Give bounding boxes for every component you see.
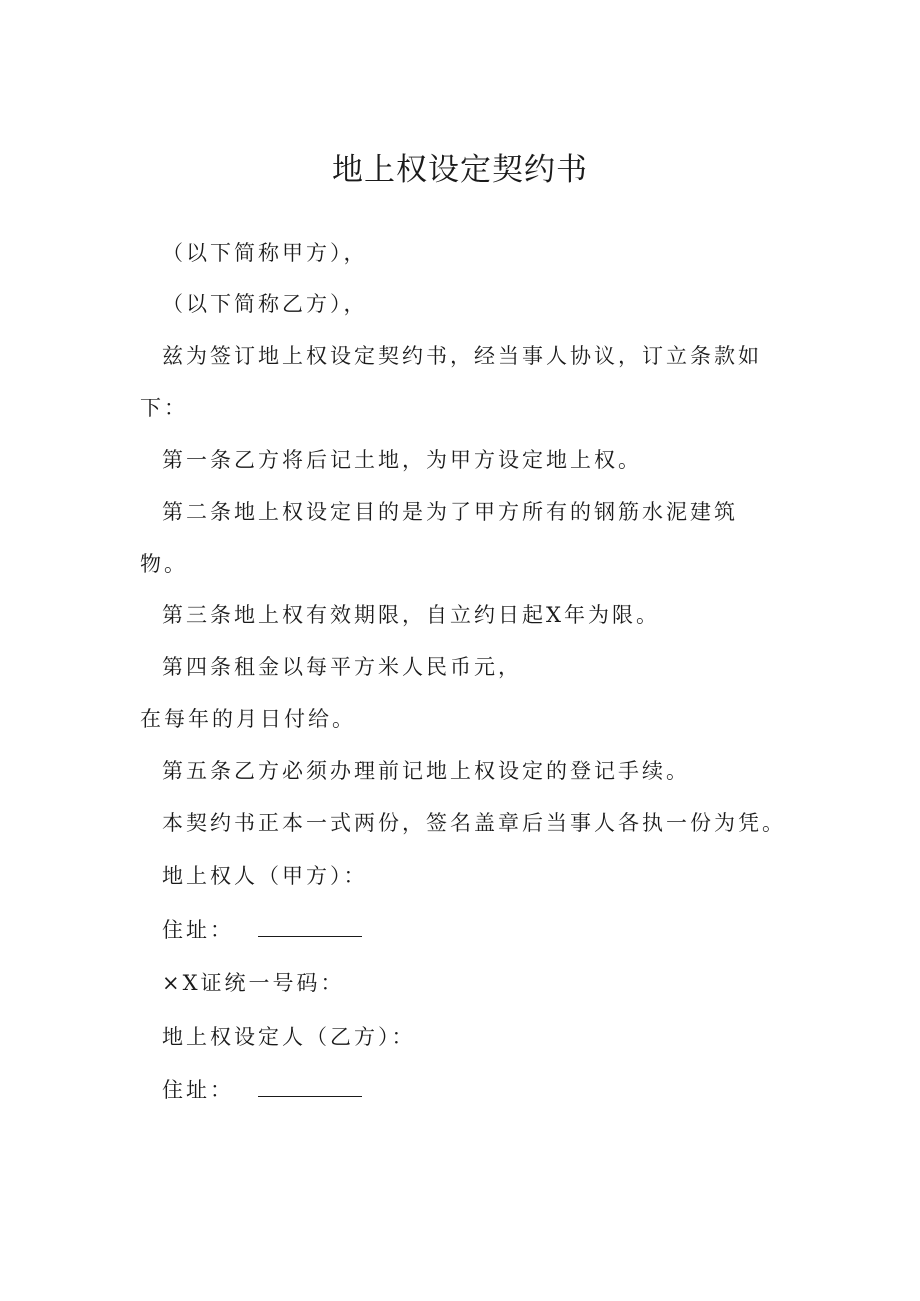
party-b-address-blank: [258, 1078, 362, 1097]
article-3: 第三条地上权有效期限，自立约日起X年为限。: [162, 603, 660, 627]
intro-party-b: （以下简称乙方），: [162, 292, 368, 316]
party-b-address-label: 住址：: [162, 1078, 234, 1102]
article-4-line-2: 在每年的月日付给。: [140, 707, 356, 731]
closing-clause: 本契约书正本一式两份，签名盖章后当事人各执一份为凭。: [162, 811, 786, 835]
preamble-line-2: 下：: [140, 396, 188, 420]
party-b-address-row: [162, 1075, 362, 1105]
article-2-line-2: 物。: [140, 552, 188, 576]
preamble-line-1: 兹为签订地上权设定契约书，经当事人协议，订立条款如: [162, 344, 762, 368]
intro-party-a: （以下简称甲方），: [162, 241, 368, 265]
party-a-address-blank: [258, 918, 362, 937]
party-b-label: 地上权设定人（乙方）：: [162, 1025, 416, 1049]
id-number-label: ×X证统一号码：: [162, 971, 345, 995]
party-a-address-row: [162, 915, 362, 945]
party-a-label: 地上权人（甲方）：: [162, 864, 368, 888]
article-4-line-1: 第四条租金以每平方米人民币元，: [162, 655, 522, 679]
article-2-line-1: 第二条地上权设定目的是为了甲方所有的钢筋水泥建筑: [162, 500, 738, 524]
party-a-address-label: 住址：: [162, 918, 234, 942]
document-title: 地上权设定契约书: [332, 152, 588, 188]
article-1: 第一条乙方将后记土地，为甲方设定地上权。: [162, 448, 642, 472]
article-5: 第五条乙方必须办理前记地上权设定的登记手续。: [162, 759, 690, 783]
